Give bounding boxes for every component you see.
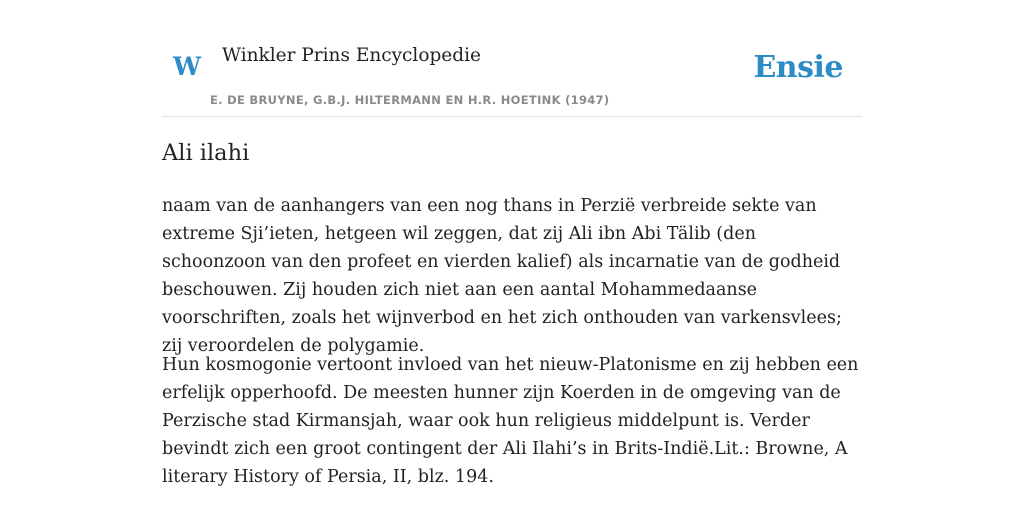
encyclopedia-logo[interactable]: W <box>173 52 202 81</box>
article-title: Ali ilahi <box>162 140 250 166</box>
ensie-brand-logo[interactable]: Ensie <box>753 50 843 85</box>
article-page <box>162 0 862 487</box>
encyclopedia-authors: E. DE BRUYNE, G.B.J. HILTERMANN EN H.R. HOETINK (1947) <box>210 93 610 107</box>
article-paragraph-1: naam van de aanhangers van een nog thans in Perzië verbreide sekte van extreme Sji’ieten, hetgeen wil zeggen, dat zij Ali ibn Abi Tälib (den schoonzoon van den profeet en vierden kalief) als incarnatie van de godheid beschouwen. Zij houden zich niet aan een aantal Mohammedaanse voorschriften, zoals het wijnverbod en het zich onthouden van varkensvlees; zij veroordelen de polygamie. <box>162 196 842 356</box>
encyclopedia-title[interactable]: Winkler Prins Encyclopedie <box>222 45 481 66</box>
article-paragraph-2: Hun kosmogonie vertoont invloed van het nieuw-Platonisme en zij hebben een erfelijk opperhoofd. De meesten hunner zijn Koerden in de omgeving van de Perzische stad Kirmansjah, waar ook hun religieus middelpunt is. Verder bevindt zich een groot contingent der Ali Ilahi’s in Brits-Indië.Lit.: Browne, A literary History of Persia, II, blz. 194. <box>162 355 859 487</box>
site-header <box>162 0 862 117</box>
